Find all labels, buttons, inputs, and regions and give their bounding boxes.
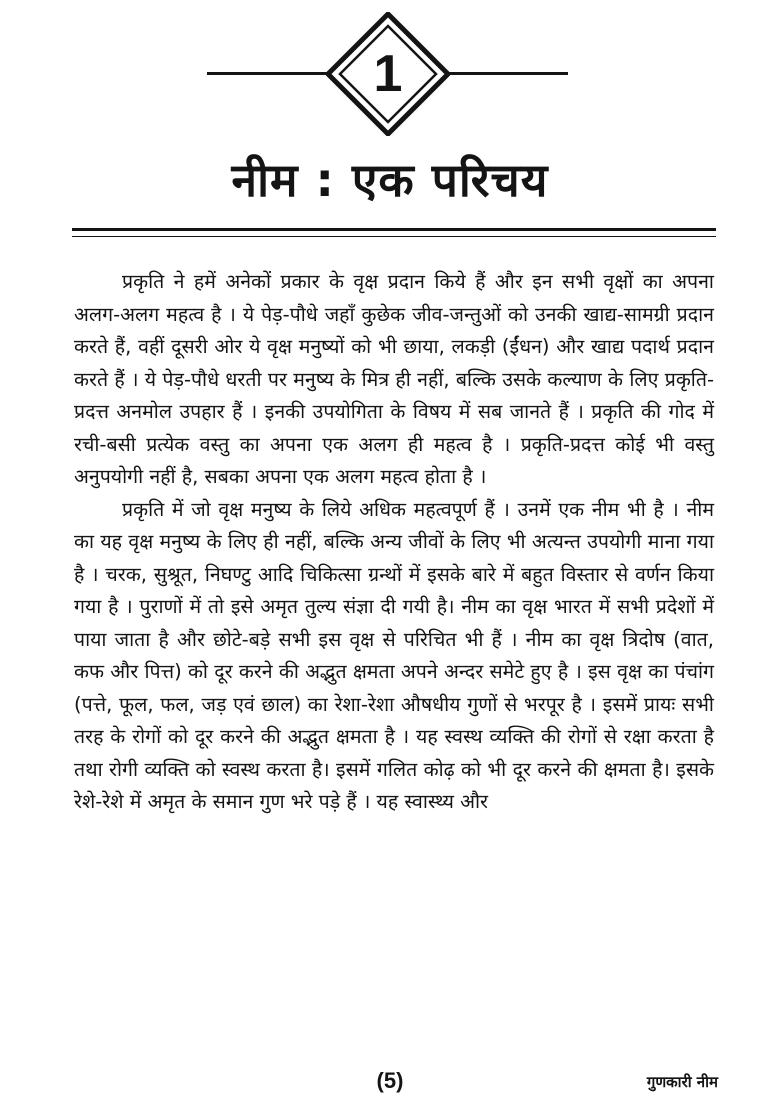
book-title: गुणकारी नीम bbox=[646, 1073, 718, 1091]
paragraph-2: प्रकृति में जो वृक्ष मनुष्य के लिये अधिक महत्वपूर्ण हैं । उनमें एक नीम भी है । नीम का यह वृक्ष मनुष्य के लिए ही नहीं, बल्कि अन्य जीवों के लिए भी अत्यन्त उपयोगी माना गया है । चरक, सुश्रूत, निघण्टु आदि चिकित्सा ग्रन्थों में इसके बारे में बहुत विस्तार से वर्णन किया गया है । पुराणों में तो इसे अमृत तुल्य संज्ञा दी गयी है। नीम का वृक्ष भारत में सभी प्रदेशों में पाया जाता है और छोटे-बड़े सभी इस वृक्ष से परिचित भी हैं । नीम का वृक्ष त्रिदोष (वात, कफ और पित्त) को दूर करने की अद्भुत क्षमता अपने अन्दर समेटे हुए है । इस वृक्ष का पंचांग (पत्ते, फूल, फल, जड़ एवं छाल) का रेशा-रेशा औषधीय गुणों से भरपूर है । इसमें प्रायः सभी तरह के रोगों को दूर करने की अद्भुत क्षमता है । यह स्वस्थ व्यक्ति की रोगों से रक्षा करता है तथा रोगी व्यक्ति को स्वस्थ करता है। इसमें गलित कोढ़ को भी दूर करने की क्षमता है। इसके रेशे-रेशे में अमृत के समान गुण भरे पड़े हैं । यह स्वास्थ्य और bbox=[74, 497, 714, 813]
page-number: (5) bbox=[376, 1068, 404, 1093]
chapter-number-badge bbox=[326, 12, 450, 136]
title-rule-thin bbox=[72, 236, 716, 237]
paragraph-1: प्रकृति ने हमें अनेकों प्रकार के वृक्ष प्रदान किये हैं और इन सभी वृक्षों का अपना अलग-अलग महत्व है । ये पेड़-पौधे जहाँ कुछेक जीव-जन्तुओं को उनकी खाद्य-सामग्री प्रदान करते हैं, वहीं दूसरी ओर ये वृक्ष मनुष्यों को भी छाया, लकड़ी (ईंधन) और खाद्य पदार्थ प्रदान करते हैं । ये पेड़-पौधे धरती पर मनुष्य के मित्र ही नहीं, बल्कि उसके कल्याण के लिए प्रकृति-प्रदत्त अनमोल उपहार हैं । इनकी उपयोगिता के विषय में सब जानते हैं । प्रकृति की गोद में रची-बसी प्रत्येक वस्तु का अपना एक अलग ही महत्व है । प्रकृति-प्रदत्त कोई भी वस्तु अनुपयोगी नहीं है, सबका अपना एक अलग महत्व होता है । bbox=[74, 270, 714, 488]
header-rule-right bbox=[438, 72, 568, 75]
title-rule-thick bbox=[72, 228, 716, 231]
chapter-header bbox=[0, 0, 780, 150]
body-text bbox=[74, 266, 714, 819]
page-title: नीम : एक परिचय bbox=[231, 153, 549, 207]
header-rule-left bbox=[207, 72, 337, 75]
chapter-number: 1 bbox=[373, 45, 403, 103]
